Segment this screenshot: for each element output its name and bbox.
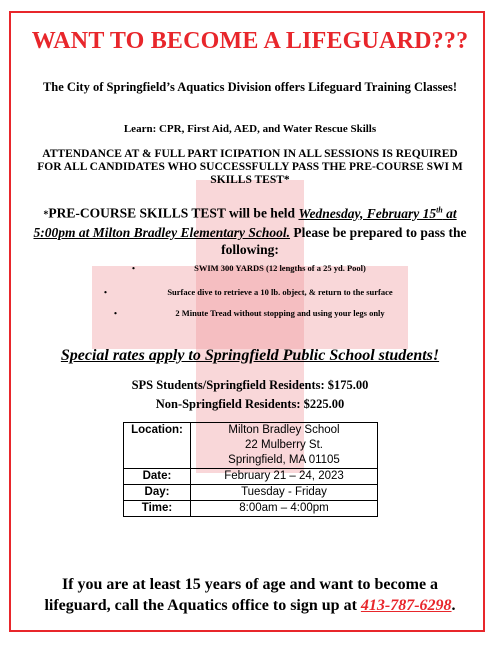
footer-line-1: If you are at least 15 years of age and want to become a — [61, 576, 439, 593]
footer-line-2-text: lifeguard, call the Aquatics office to sign up at — [44, 597, 361, 614]
day-label: Day: — [124, 485, 191, 501]
table-row — [124, 438, 378, 453]
flyer-title: WANT TO BECOME A LIFEGUARD??? — [31, 28, 469, 54]
skills-date-sup: th — [436, 205, 443, 214]
bullet-icon: • — [132, 263, 135, 273]
bullet-icon: • — [104, 287, 107, 297]
skills-date-text: Wednesday, February 15 — [298, 205, 437, 221]
table-row — [124, 423, 378, 439]
table-row — [124, 453, 378, 469]
footer-call-to-action — [22, 574, 478, 616]
time-value: 8:00am – 4:00pm — [191, 501, 378, 517]
skills-date — [298, 206, 456, 221]
location-line-1: Milton Bradley School — [191, 423, 378, 439]
skills-date-suffix: at — [442, 205, 457, 221]
special-rates: Special rates apply to Springfield Public School students! — [60, 347, 440, 364]
table-row — [124, 485, 378, 501]
table-row — [124, 469, 378, 485]
skills-tail: Please be prepared to pass the — [290, 224, 467, 240]
learn-text: Learn: CPR, First Aid, AED, and Water Rescue Skills — [123, 123, 377, 135]
bullet-icon: • — [114, 308, 117, 318]
date-label: Date: — [124, 469, 191, 485]
intro-text: The City of Springfield’s Aquatics Division offers Lifeguard Training Classes! — [42, 80, 458, 94]
bullet-text: Surface dive to retrieve a 10 lb. object, & return to the surface — [167, 287, 393, 297]
footer-line-2 — [22, 595, 478, 616]
bullet-text: 2 Minute Tread without stopping and using your legs only — [175, 308, 385, 318]
class-info-table — [123, 422, 378, 517]
day-value: Tuesday - Friday — [191, 485, 378, 501]
attendance-line-1: ATTENDANCE AT & FULL PART ICIPATION IN ALL SESSIONS IS REQUIRED — [42, 148, 458, 160]
skills-line-2 — [22, 224, 478, 241]
price-sps: SPS Students/Springfield Residents: $175.00 — [131, 378, 369, 392]
table-row — [124, 501, 378, 517]
asterisk: * — [43, 209, 49, 221]
attendance-line-2: FOR ALL CANDIDATES WHO SUCCESSFULLY PASS THE PRE-COURSE SWI M — [37, 161, 463, 173]
skills-lead: PRE-COURSE SKILLS TEST will be held — [48, 205, 299, 221]
location-label-cont — [124, 453, 191, 469]
location-label: Location: — [124, 423, 191, 439]
location-line-2: 22 Mulberry St. — [191, 438, 378, 453]
phone-link[interactable]: 413-787-6298 — [360, 597, 452, 614]
attendance-notice — [22, 148, 478, 187]
attendance-line-3: SKILLS TEST* — [210, 174, 290, 186]
skills-line-3: following: — [221, 241, 279, 257]
bullet-text: SWIM 300 YARDS (12 lengths of a 25 yd. Pool) — [194, 263, 366, 273]
skills-line-1 — [22, 201, 478, 224]
location-label-cont — [124, 438, 191, 453]
skills-test-notice — [22, 201, 478, 258]
skills-place: 5:00pm at Milton Bradley Elementary School. — [33, 224, 290, 240]
date-value: February 21 – 24, 2023 — [191, 469, 378, 485]
location-line-3: Springfield, MA 01105 — [191, 453, 378, 469]
time-label: Time: — [124, 501, 191, 517]
footer-period: . — [451, 597, 456, 614]
price-non-resident: Non-Springfield Residents: $225.00 — [155, 397, 345, 411]
